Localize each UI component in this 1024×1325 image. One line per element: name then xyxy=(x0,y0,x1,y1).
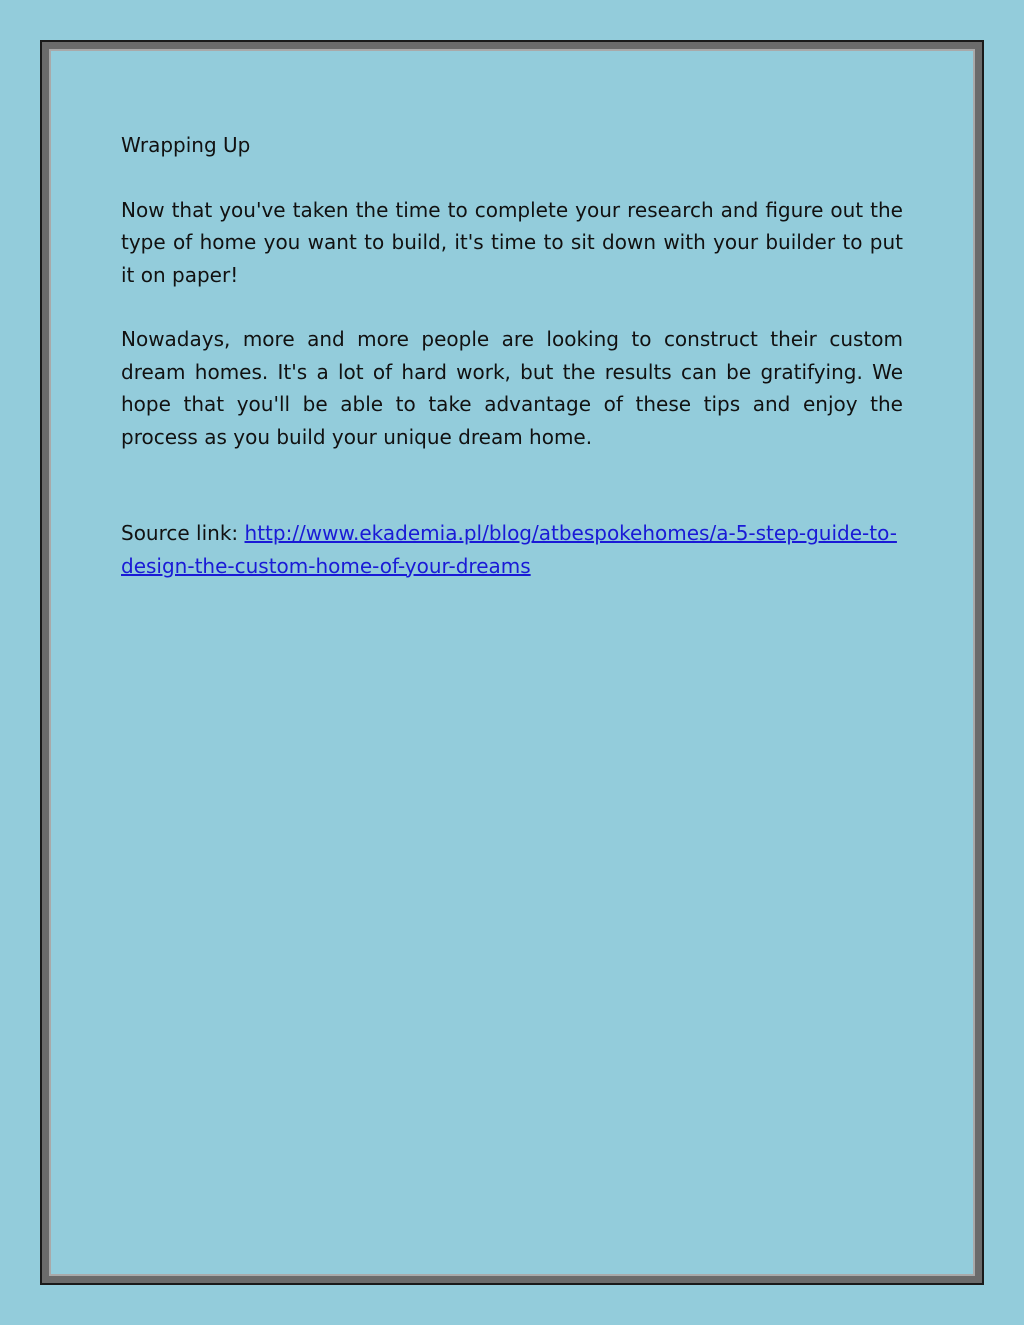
document-body xyxy=(121,129,903,614)
source-link[interactable]: http://www.ekademia.pl/blog/atbespokehomes/a-5-step-guide-to-design-the-custom-home-of-your-dreams xyxy=(121,521,897,578)
source-line xyxy=(121,517,903,582)
page-panel xyxy=(49,49,975,1276)
page-frame xyxy=(40,40,984,1285)
paragraph-conclusion: Nowadays, more and more people are looking to construct their custom dream homes. It's a lot of hard work, but the results can be gratifying. We hope that you'll be able to take advantage of these tips and enjoy the process as you build your unique dream home. xyxy=(121,327,903,449)
source-label: Source link: xyxy=(121,521,245,545)
paragraph-intro: Now that you've taken the time to complete your research and figure out the type of home you want to build, it's time to sit down with your builder to put it on paper! xyxy=(121,197,903,287)
section-heading: Wrapping Up xyxy=(121,133,251,157)
